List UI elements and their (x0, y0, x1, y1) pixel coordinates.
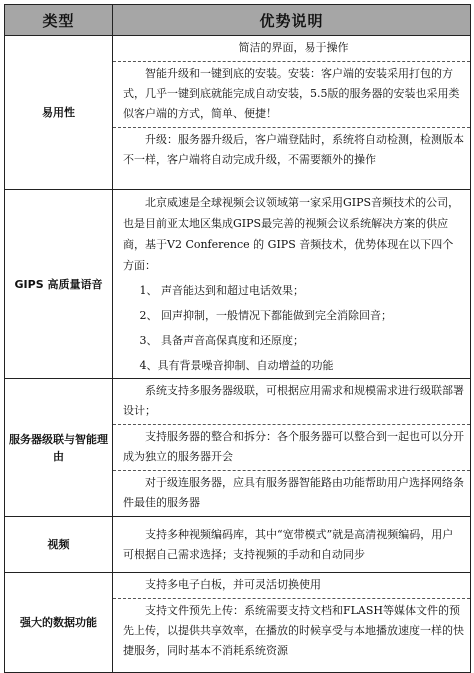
advantages-table (4, 4, 471, 673)
server-item-1: 系统支持多服务器级联，可根据应用需求和规模需求进行级联部署设计； (113, 379, 470, 425)
category-gips: GIPS 高质量语音 (5, 190, 113, 379)
table-row-server-cascade (5, 379, 471, 517)
table-row-data-features (5, 573, 471, 673)
category-data-features: 强大的数据功能 (5, 573, 113, 673)
gips-intro: 北京威速是全球视频会议领域第一家采用GIPS音频技术的公司，也是目前亚太地区集成GIPS最完善的视频会议系统解决方案的供应商，基于V2 Conference 的 GIPS 音频技术，优势体现在以下四个方面： (123, 196, 460, 272)
gips-point-4: 4、具有背景噪音抑制、自动增益的功能 (139, 359, 334, 372)
category-server-cascade: 服务器级联与智能理由 (5, 379, 113, 517)
gips-point-3: 3、 具备声音高保真度和还原度； (139, 334, 304, 347)
category-video: 视频 (5, 517, 113, 573)
header-type: 类型 (5, 5, 113, 36)
table-row-video (5, 517, 471, 573)
usability-item-3: 升级：服务器升级后，客户端登陆时，系统将自动检测，检测版本不一样，客户端将自动完成升级，不需要额外的操作 (123, 133, 464, 166)
data-item-2: 支持文件预先上传：系统需要支持文档和FLASH等媒体文件的预先上传，以提供共享效率，在播放的时候享受与本地播放速度一样的快捷服务，同时基本不消耗系统资源 (123, 604, 464, 657)
server-item-3: 对于级连服务器，应具有服务器智能路由功能帮助用户选择网络条件最佳的服务器 (123, 476, 464, 509)
gips-point-1: 1、 声音能达到和超过电话效果； (139, 284, 304, 297)
table-row-gips (5, 190, 471, 379)
table-header-row (5, 5, 471, 36)
category-usability: 易用性 (5, 36, 113, 190)
data-item-1: 支持多电子白板，并可灵活切换使用 (113, 573, 470, 599)
gips-point-2: 2、 回声抑制，一般情况下都能做到完全消除回音； (139, 309, 392, 322)
header-advantage-description: 优势说明 (113, 5, 471, 36)
table-row-usability (5, 36, 471, 190)
video-item-1: 支持多种视频编码库，其中“宽带模式”就是高清视频编码，用户可根据自己需求选择；支持视频的手动和自动同步 (113, 517, 471, 573)
usability-item-2: 智能升级和一键到底的安装。安装：客户端的安装采用打包的方式，几乎一键到底就能完成自动安装，5.5版的服务器的安装也采用类似客户端的方式，简单、便捷！ (113, 62, 470, 128)
usability-item-1: 简洁的界面，易于操作 (113, 36, 470, 62)
server-item-2: 支持服务器的整合和拆分：各个服务器可以整合到一起也可以分开成为独立的服务器开会 (113, 425, 470, 471)
